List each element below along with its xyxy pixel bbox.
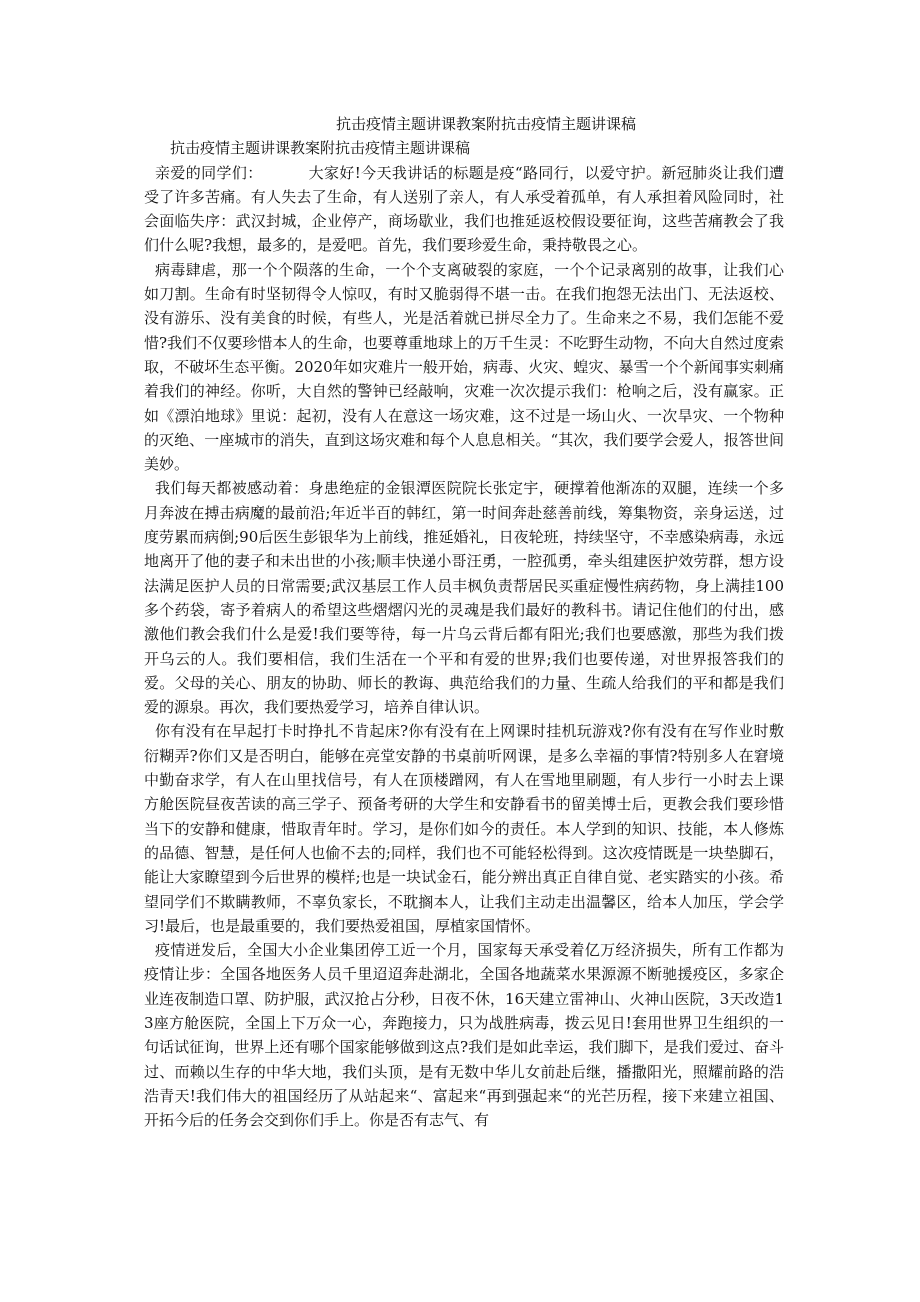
greeting: 亲爱的同学们：: [155, 163, 263, 182]
document-subtitle: 抗击疫情主题讲课教案附抗击疫情主题讲课稿: [170, 139, 471, 158]
paragraph-3: 我们每天都被感动着：身患绝症的金银潭医院院长张定宇，硬撑着他渐冻的双腿，连续一个多月奔波在搏击病魔的最前沿;年近半百的韩红，第一时间奔赴慈善前线，筹集物资，亲身运送，过度劳累而病倒;90后医生彭银华为上前线，推延婚礼，日夜轮班，持续坚守，不幸感染病毒，永远地离开了他的妻子和未出世的小孩;顺丰快递小哥汪勇，一腔孤勇，牵头组建医护效劳群，想方设法满足医护人员的日常需要;武汉基层工作人员丰枫负责帮居民买重症慢性病药物，身上满挂100多个药袋，寄予着病人的希望这些熠熠闪光的灵魂是我们最好的教科书。请记住他们的付出，感激他们教会我们什么是爱!我们要等待，每一片乌云背后都有阳光;我们也要感激，那些为我们拨开乌云的人。我们要相信，我们生活在一个平和有爱的世界;我们也要传递，对世界报答我们的爱。父母的关心、朋友的协助、师长的教诲、典范给我们的力量、生疏人给我们的平和都是我们爱的源泉。再次，我们要热爱学习，培养自律认识。: [144, 479, 784, 717]
paragraph-4: 你有没有在早起打卡时挣扎不肯起床?你有没有在上网课时挂机玩游戏?你有没有在写作业时敷衍糊弄?你们又是否明白，能够在亮堂安静的书桌前听网课，是多么幸福的事情?特别多人在窘境中勤奋求学，有人在山里找信号，有人在顶楼蹭网，有人在雪地里刷题，有人步行一小时去上课方舱医院昼夜苦读的高三学子、预备考研的大学生和安静看书的留美博士后，更教会我们要珍惜当下的安静和健康，惜取青年时。学习，是你们如今的责任。本人学到的知识、技能，本人修炼的品德、智慧，是任何人也偷不去的;同样，我们也不可能轻松得到。这次疫情既是一块垫脚石，能让大家瞭望到今后世界的模样;也是一块试金石，能分辨出真正自律自觉、老实踏实的小孩。希望同学们不欺瞒教师，不辜负家长，不耽搁本人，让我们主动走出温馨区，给本人加压，学会学习!最后，也是最重要的，我们要热爱祖国，厚植家国情怀。: [144, 722, 784, 935]
document-page: [144, 112, 784, 1132]
paragraph-5: 疫情迸发后，全国大小企业集团停工近一个月，国家每天承受着亿万经济损失，所有工作都为疫情让步：全国各地医务人员千里迢迢奔赴湖北，全国各地蔬菜水果源源不断驰援疫区，多家企业连夜制造口罩、防护服，武汉抢占分秒，日夜不休，16天建立雷神山、火神山医院，3天改造13座方舱医院，全国上下万众一心，奔跑接力，只为战胜病毒，拨云见日!套用世界卫生组织的一句话试征询，世界上还有哪个国家能够做到这点?我们是如此幸运，我们脚下，是我们爱过、奋斗过、而赖以生存的中华大地，我们头顶，是有无数中华儿女前赴后继，播撒阳光，照耀前路的浩浩青天!我们伟大的祖国经历了从站起来“、富起来“再到强起来“的光芒历程，接下来建立祖国、开拓今后的任务会交到你们手上。你是否有志气、有: [144, 941, 784, 1130]
paragraph-1: [144, 161, 784, 258]
document-title: 抗击疫情主题讲课教案附抗击疫情主题讲课稿: [335, 115, 636, 133]
paragraph-1-text: 大家好!今天我讲话的标题是疫“路同行，以爱守护。新冠肺炎让我们遭受了许多苦痛。有人失去了生命，有人送别了亲人，有人承受着孤单，有人承担着风险同时，社会面临失序：武汉封城，企业停产，商场歇业，我们也推延返校假设要征询，这些苦痛教会了我们什么呢?我想，最多的，是爱吧。首先，我们要珍爱生命，秉持敬畏之心。: [144, 163, 784, 255]
paragraph-2: 病毒肆虐，那一个个陨落的生命，一个个支离破裂的家庭，一个个记录离别的故事，让我们心如刀割。生命有时坚韧得令人惊叹，有时又脆弱得不堪一击。在我们抱怨无法出门、无法返校、没有游乐、没有美食的时候，有些人，光是活着就已拼尽全力了。生命来之不易，我们怎能不爱惜?我们不仅要珍惜本人的生命，也要尊重地球上的万千生灵：不吃野生动物，不向大自然过度索取，不破坏生态平衡。2020年如灾难片一般开始，病毒、火灾、蝗灾、暴雪一个个新闻事实刺痛着我们的神经。你听，大自然的警钟已经敲响，灾难一次次提示我们：枪响之后，没有赢家。正如《漂泊地球》里说：起初，没有人在意这一场灾难，这不过是一场山火、一次旱灾、一个物种的灭绝、一座城市的消失，直到这场灾难和每个人息息相关。“其次，我们要学会爱人，报答世间美妙。: [144, 260, 784, 474]
